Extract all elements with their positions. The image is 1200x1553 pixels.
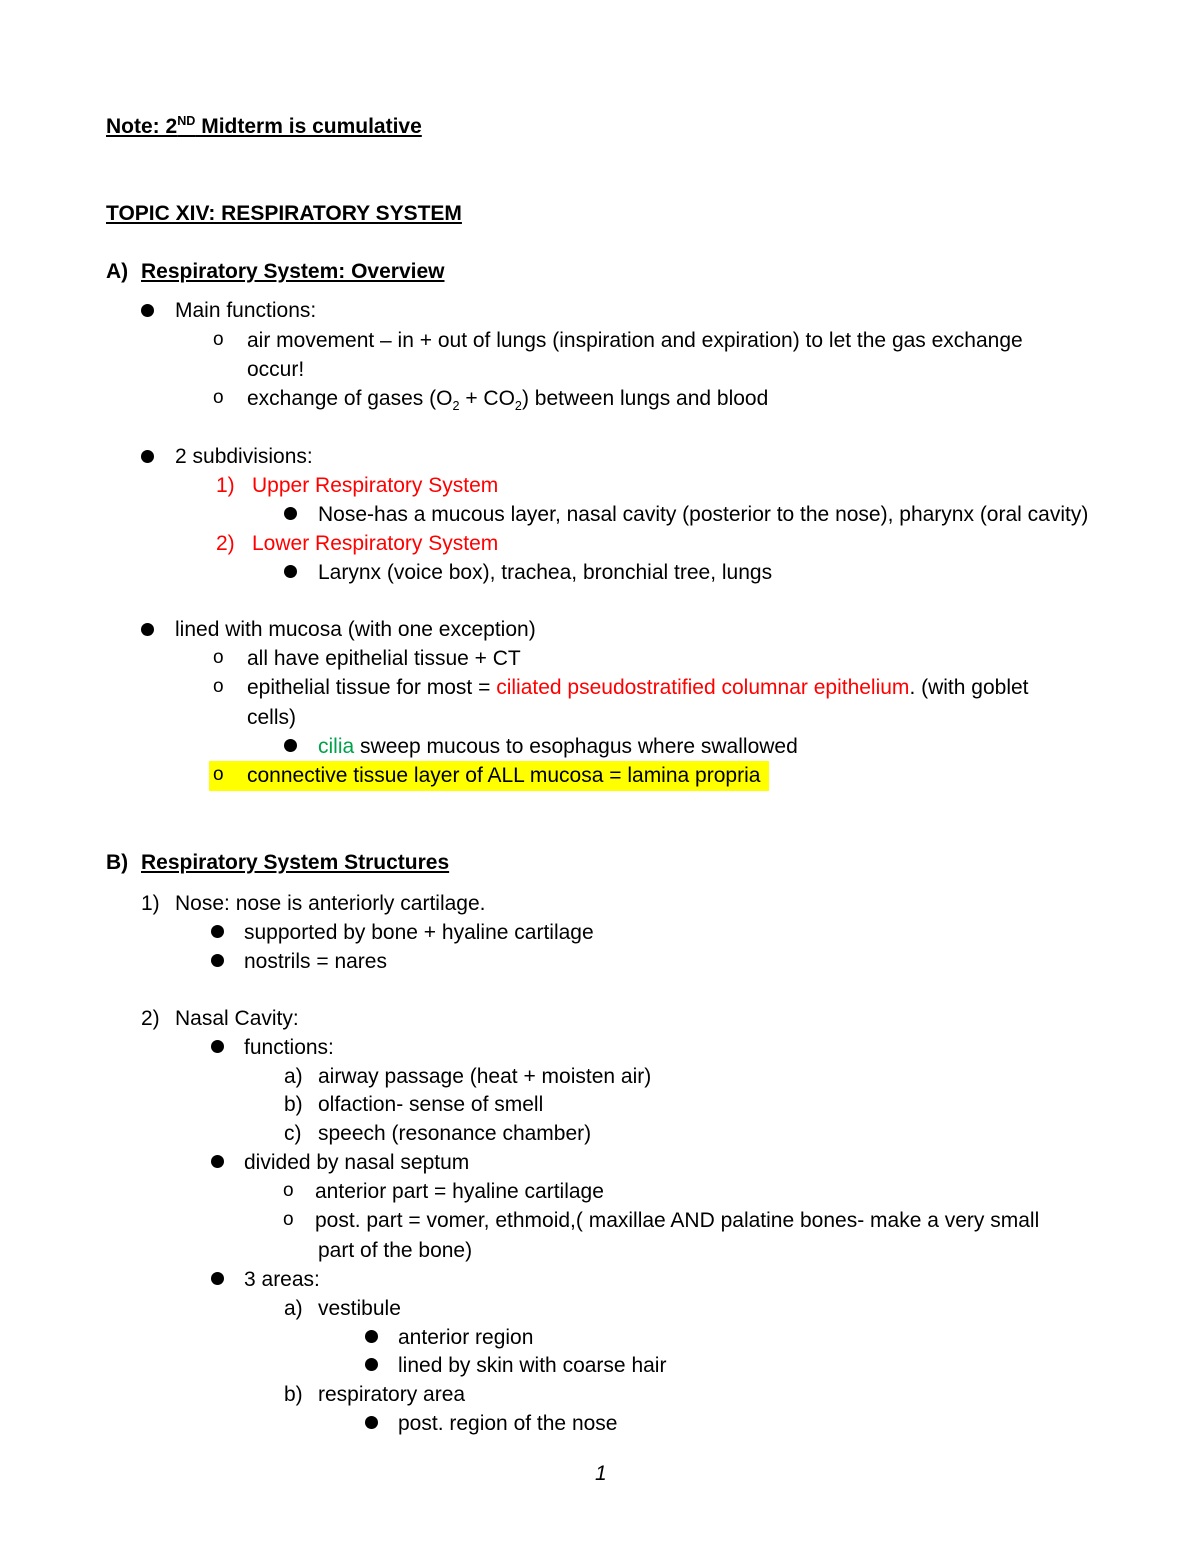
function-a-marker: a) xyxy=(284,1065,303,1088)
post-part-line-2: part of the bone) xyxy=(318,1239,473,1262)
co2-subscript: 2 xyxy=(514,399,522,414)
function-c-marker: c) xyxy=(284,1122,302,1145)
upper-number: 1) xyxy=(216,474,235,497)
functions-label: functions: xyxy=(244,1036,334,1059)
anterior-region-line: anterior region xyxy=(398,1326,534,1349)
anterior-part-line: anterior part = hyaline cartilage xyxy=(315,1180,604,1203)
respiratory-area-label: respiratory area xyxy=(318,1383,466,1406)
bullet-icon xyxy=(211,925,224,938)
area-a-marker: a) xyxy=(284,1297,303,1320)
bullet-icon xyxy=(211,1155,224,1168)
bullet-icon xyxy=(141,623,154,636)
area-b-marker: b) xyxy=(284,1383,303,1406)
gas-exchange-text-mid: + CO xyxy=(459,387,515,410)
bullet-icon xyxy=(284,565,297,578)
note-text-end: Midterm is cumulative xyxy=(195,115,422,138)
bullet-icon xyxy=(365,1416,378,1429)
bullet-icon xyxy=(284,739,297,752)
circle-bullet-icon: o xyxy=(283,1180,294,1201)
bullet-icon xyxy=(211,1040,224,1053)
cilia-text: sweep mucous to esophagus where swallowed xyxy=(354,735,798,758)
ciliated-epithelium-term: ciliated pseudostratified columnar epithelium xyxy=(496,676,910,699)
lower-number: 2) xyxy=(216,532,235,555)
septum-label: divided by nasal septum xyxy=(244,1151,470,1174)
epithelial-most-text-end: . (with goblet xyxy=(909,676,1029,699)
lower-respiratory-detail: Larynx (voice box), trachea, bronchial tree, lungs xyxy=(318,561,773,584)
function-b-marker: b) xyxy=(284,1093,303,1116)
note-text: Note: 2 xyxy=(106,115,178,138)
bullet-icon xyxy=(211,1272,224,1285)
subdivisions-label: 2 subdivisions: xyxy=(175,445,313,468)
gas-exchange-text-end: ) between lungs and blood xyxy=(521,387,769,410)
topic-title: TOPIC XIV: RESPIRATORY SYSTEM xyxy=(106,202,462,225)
circle-bullet-icon: o xyxy=(213,387,224,408)
nose-heading: Nose: nose is anteriorly cartilage. xyxy=(175,892,486,915)
note-superscript: ND xyxy=(177,114,196,128)
nasal-number: 2) xyxy=(141,1007,160,1030)
upper-respiratory-detail: Nose-has a mucous layer, nasal cavity (posterior to the nose), pharynx (oral cavity) xyxy=(318,503,1089,526)
section-a-marker: A) xyxy=(106,260,129,283)
areas-label: 3 areas: xyxy=(244,1268,320,1291)
function-a-text: airway passage (heat + moisten air) xyxy=(318,1065,652,1088)
gas-exchange-text: exchange of gases (O xyxy=(247,387,453,410)
function-b-text: olfaction- sense of smell xyxy=(318,1093,544,1116)
lamina-propria-line: connective tissue layer of ALL mucosa = lamina propria xyxy=(247,764,761,787)
lined-mucosa-label: lined with mucosa (with one exception) xyxy=(175,618,536,641)
main-functions-label: Main functions: xyxy=(175,299,317,322)
upper-respiratory-label: Upper Respiratory System xyxy=(252,474,499,497)
nose-number: 1) xyxy=(141,892,160,915)
circle-bullet-icon: o xyxy=(213,676,224,697)
lined-skin-line: lined by skin with coarse hair xyxy=(398,1354,667,1377)
post-part-line-1: post. part = vomer, ethmoid,( maxillae AND palatine bones- make a very small xyxy=(315,1209,1040,1232)
circle-bullet-icon: o xyxy=(213,764,224,785)
section-b-marker: B) xyxy=(106,851,129,874)
note-line xyxy=(106,116,422,137)
lower-respiratory-label: Lower Respiratory System xyxy=(252,532,499,555)
bullet-icon xyxy=(141,304,154,317)
circle-bullet-icon: o xyxy=(213,329,224,350)
section-b-heading: Respiratory System Structures xyxy=(141,851,450,874)
epithelial-most-line-2: cells) xyxy=(247,706,297,729)
circle-bullet-icon: o xyxy=(283,1209,294,1230)
air-movement-line-1: air movement – in + out of lungs (inspiration and expiration) to let the gas exchange xyxy=(247,329,1023,352)
circle-bullet-icon: o xyxy=(213,647,224,668)
epithelial-most-line-1 xyxy=(247,677,1029,698)
epithelial-ct-line: all have epithelial tissue + CT xyxy=(247,647,521,670)
nasal-cavity-heading: Nasal Cavity: xyxy=(175,1007,299,1030)
bullet-icon xyxy=(365,1330,378,1343)
bullet-icon xyxy=(284,507,297,520)
nose-bullet-1: supported by bone + hyaline cartilage xyxy=(244,921,594,944)
bullet-icon xyxy=(141,450,154,463)
cilia-term: cilia xyxy=(318,735,355,758)
bullet-icon xyxy=(211,954,224,967)
epithelial-most-text: epithelial tissue for most = xyxy=(247,676,497,699)
air-movement-line-2: occur! xyxy=(247,358,305,381)
o2-subscript: 2 xyxy=(452,399,460,414)
page-number: 1 xyxy=(595,1462,607,1485)
post-region-line: post. region of the nose xyxy=(398,1412,618,1435)
vestibule-label: vestibule xyxy=(318,1297,401,1320)
cilia-line xyxy=(318,736,798,757)
nose-bullet-2: nostrils = nares xyxy=(244,950,387,973)
gas-exchange-line xyxy=(247,387,769,414)
bullet-icon xyxy=(365,1358,378,1371)
section-a-heading: Respiratory System: Overview xyxy=(141,260,445,283)
function-c-text: speech (resonance chamber) xyxy=(318,1122,592,1145)
